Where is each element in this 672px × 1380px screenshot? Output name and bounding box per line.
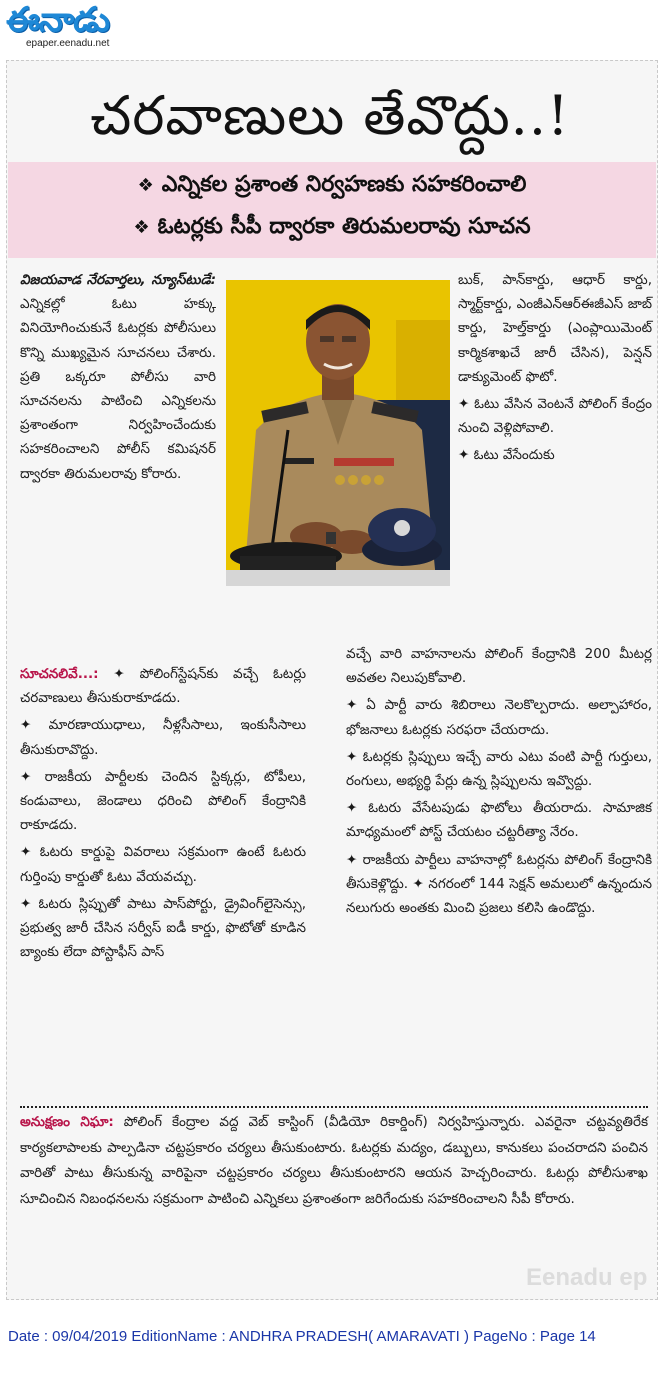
subhead-box — [8, 162, 656, 258]
subhead-line-2 — [8, 214, 656, 244]
section-text: ✦ పోలింగ్‌స్టేషన్‌కు వచ్చే ఓటర్లు చరవాణులు తీసుకురాకూడదు. — [20, 666, 306, 707]
column-1-lower — [20, 662, 306, 967]
col2-text: వచ్చే వారి వాహనాలను పోలింగ్ కేంద్రానికి 200 మీటర్ల అవతల నిలుపుకోవాలి. — [346, 646, 652, 687]
masthead — [0, 0, 672, 56]
subhead-text-2: ఓటర్లకు సీపీ ద్వారకా తిరుమలరావు సూచన — [157, 214, 531, 239]
column-1 — [20, 268, 216, 489]
bottom-paragraph — [20, 1110, 648, 1212]
headline: చరవాణులు తేవొద్దు..! — [90, 84, 570, 147]
bullet-item: ✦ రాజకీయ పార్టీలకు చెందిన స్టిక్కర్లు, టోపీలు, కండువాలు, జెండాలు ధరించి పోలింగ్ కేంద్రానికి రాకూడదు. — [20, 768, 306, 834]
bottom-text: పోలింగ్ కేంద్రాల వద్ద వెబ్ కాస్టింగ్ (వీడియో రికార్డింగ్) నిర్వహిస్తున్నారు. ఎవరైనా చట్టవ్యతిరేక కార్యకలాపాలకు పాల్పడినా చట్టప్రకారం చర్యలు తీసుకుంటారు. ఓటర్లకు మద్యం, డబ్బులు, కానుకలు పంచరాదని పంచిన వారితో పాటు తీసుకున్న వారిపైనా చట్టప్రకారం చర్యలు తీసుకుంటారని ఆయన హెచ్చరించారు. ఓటర్లు పోలీసుశాఖ సూచించిన నిబంధనలను సక్రమంగా పాటించి ఎన్నికలు ప్రశాంతంగా జరిగేందుకు సహకరించాలని సీపీ కోరారు. — [20, 1114, 649, 1207]
column-2-bottom — [346, 642, 652, 923]
diamond-bullet-icon: ❖ — [137, 175, 154, 196]
col2-bullet: ✦ ఓటరు వేసేటపుడు ఫొటోలు తీయరాదు. సామాజిక మాధ్యమంలో పోస్ట్ చేయటం చట్టరీత్యా నేరం. — [346, 800, 652, 841]
col2-bullet: ✦ ఓటు వేసేందుకు — [458, 447, 555, 464]
col2-bullet: ✦ రాజకీయ పార్టీలు వాహనాల్లో ఓటర్లను పోలింగ్ కేంద్రానికి తీసుకెళ్లొద్దు. ✦ నగరంలో 144 సెక్షన్ అమలులో ఉన్నందున నలుగురు అంతకు మించి ప్రజలు కలిసి ఉండొద్దు. — [346, 851, 652, 917]
eenadu-logo[interactable]: ఈనాడు — [6, 0, 110, 40]
bottom-label: అనుక్షణం నిఘా: — [20, 1114, 114, 1130]
dotted-divider — [20, 1106, 648, 1108]
intro-text: ఎన్నికల్లో ఓటు హక్కు వినియోగించుకునే ఓటర్లకు పోలీసులు కొన్ని ముఖ్యమైన సూచనలు చేశారు. ప్రతి ఒక్కరూ పోలీసు వారి సూచనలను పాటించి ఎన్నికలను ప్రశాంతంగా నిర్వహించేందుకు సహకరించాలని పోలీస్ కమిషనర్ ద్వారకా తిరుమలరావు కోరారు. — [20, 296, 216, 482]
officer-portrait-illustration — [226, 280, 450, 586]
site-url[interactable]: epaper.eenadu.net — [26, 38, 110, 49]
bullet-item: ✦ ఓటరు స్లిప్పుతో పాటు పాస్‌పోర్టు, డ్రైవింగ్‌లైసెన్సు, ప్రభుత్వ జారీ చేసిన సర్వీస్ ఐడీ కార్డు, ఫొటోతో కూడిన బ్యాంకు లేదా పోస్టాఫీస్ పాస్ — [20, 895, 306, 961]
col2-bullet: ✦ ఓటు వేసిన వెంటనే పోలింగ్ కేంద్రం నుంచి వెళ్లిపోవాలి. — [458, 396, 652, 437]
bullet-item: ✦ మారణాయుధాలు, నీళ్లసీసాలు, ఇంకుసీసాలు తీసుకురావొద్దు. — [20, 717, 306, 758]
footer-info: Date : 09/04/2019 EditionName : ANDHRA PRADESH( AMARAVATI ) PageNo : Page 14 — [8, 1328, 596, 1345]
subhead-line-1 — [8, 172, 656, 202]
section-label: సూచనలివే...: — [20, 666, 99, 682]
col2-bullet: ✦ ఏ పార్టీ వారు శిబిరాలు నెలకొల్పరాదు. అల్పాహారం, భోజనాలు ఓటర్లకు సరఫరా చేయరాదు. — [346, 697, 652, 738]
diamond-bullet-icon: ❖ — [133, 217, 150, 238]
bullet-item: ✦ ఓటరు కార్డుపై వివరాలు సక్రమంగా ఉంటే ఓటరు గుర్తింపు కార్డుతో ఓటు వేయవచ్చు. — [20, 844, 306, 885]
column-2-top — [458, 268, 652, 471]
col2-text: బుక్, పాన్‌కార్డు, ఆధార్ కార్డు, స్మార్ట్‌కార్డు, ఎంజీఎన్ఆర్ఈజీఎస్ జాబ్ కార్డు, హెల్త్‌కార్డు (ఎంప్లాయిమెంట్ కార్మికశాఖచే జారీ చేసిన), పెన్షన్ డాక్యుమెంట్ ఫొటో. — [458, 272, 652, 385]
col2-bullet: ✦ ఓటర్లకు స్లిప్పులు ఇచ్చే వారు ఎటు వంటి పార్టీ గుర్తులు, రంగులు, అభ్యర్థి పేర్లు ఉన్న స్లిప్పులను ఇవ్వొద్దు. — [346, 748, 652, 790]
commissioner-photo — [226, 280, 450, 586]
watermark: Eenadu ep — [526, 1264, 648, 1291]
subhead-text-1: ఎన్నికల ప్రశాంత నిర్వహణకు సహకరించాలి — [161, 172, 527, 197]
dateline: విజయవాడ నేరవార్తలు, న్యూస్‌టుడే: — [20, 272, 216, 288]
